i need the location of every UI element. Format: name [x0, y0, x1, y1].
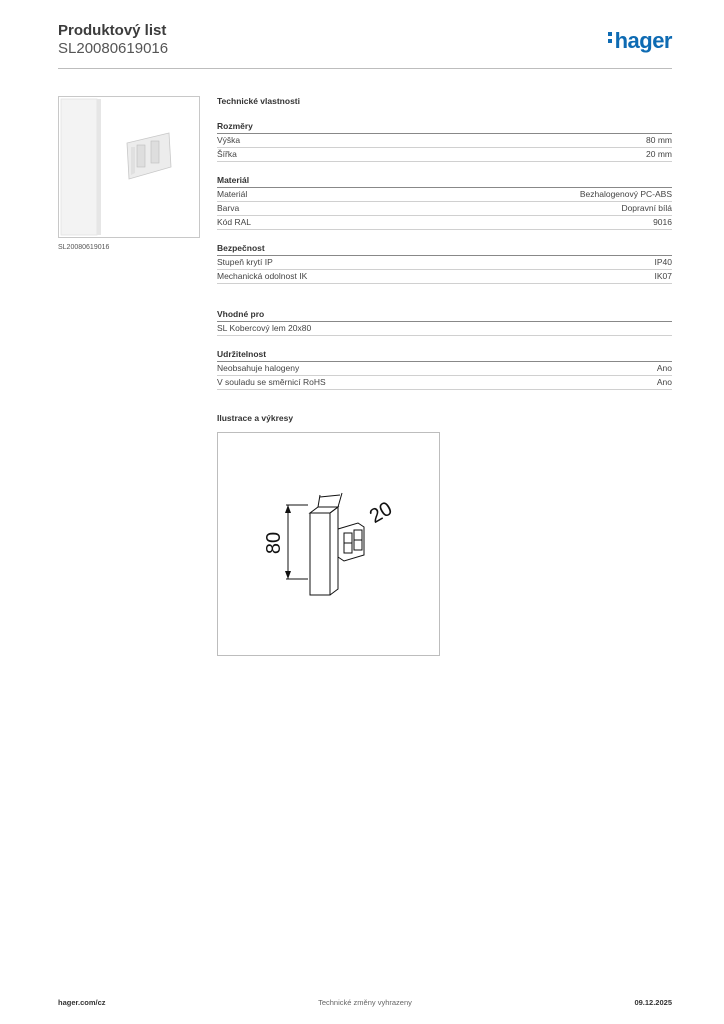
- product-photo: [58, 96, 200, 238]
- spec-label: Šířka: [217, 149, 237, 159]
- spec-row: [217, 322, 672, 336]
- spec-label: Mechanická odolnost IK: [217, 271, 308, 281]
- spec-value: 20 mm: [646, 149, 672, 159]
- logo-dots-icon: [608, 29, 613, 46]
- spec-label: Materiál: [217, 189, 248, 199]
- spec-value: IK07: [654, 271, 672, 281]
- spec-label: Kód RAL: [217, 217, 252, 227]
- spec-label: V souladu se směrnicí RoHS: [217, 377, 326, 387]
- spec-label: SL Kobercový lem 20x80: [217, 323, 312, 333]
- section-title: Udržitelnost: [217, 348, 672, 362]
- spec-row: [217, 148, 672, 162]
- spec-row: [217, 362, 672, 376]
- dimension-height-label: 80: [263, 531, 285, 555]
- section-material: [217, 174, 672, 230]
- technical-drawing: [217, 432, 440, 656]
- spec-value: Bezhalogenový PC-ABS: [579, 189, 672, 199]
- spec-row: [217, 202, 672, 216]
- section-dimensions: [217, 120, 672, 162]
- header-divider: [58, 68, 672, 69]
- section-title: Rozměry: [217, 120, 672, 134]
- illustrations-title: Ilustrace a výkresy: [217, 413, 294, 423]
- spec-value: 80 mm: [646, 135, 672, 145]
- specs-title: Technické vlastnosti: [217, 96, 300, 106]
- footer-date: 09.12.2025: [634, 998, 672, 1007]
- dimension-width-label: 20: [365, 497, 397, 528]
- technical-specs: [217, 96, 672, 390]
- spec-row: [217, 134, 672, 148]
- spec-label: Stupeň krytí IP: [217, 257, 273, 267]
- section-safety: [217, 242, 672, 284]
- spec-row: [217, 270, 672, 284]
- section-title: Vhodné pro: [217, 308, 672, 322]
- spec-row: [217, 256, 672, 270]
- section-title: Bezpečnost: [217, 242, 672, 256]
- hager-logo: [608, 28, 672, 54]
- footer-website-link[interactable]: hager.com/cz: [58, 998, 106, 1007]
- spec-label: Výška: [217, 135, 241, 145]
- product-code: SL20080619016: [58, 40, 169, 57]
- technical-drawing-image: [218, 433, 439, 655]
- spec-row: [217, 376, 672, 390]
- spec-row: [217, 216, 672, 230]
- spec-row: [217, 188, 672, 202]
- footer-disclaimer: Technické změny vyhrazeny: [318, 998, 412, 1007]
- section-sustainability: [217, 348, 672, 390]
- photo-caption: SL20080619016: [58, 244, 110, 251]
- section-suitable-for: [217, 308, 672, 336]
- logo-text: hager: [614, 28, 672, 53]
- product-photo-image: [59, 97, 199, 237]
- spec-value: 9016: [653, 217, 672, 227]
- spec-label: Barva: [217, 203, 240, 213]
- page-header: [58, 22, 672, 58]
- spec-label: Neobsahuje halogeny: [217, 363, 300, 373]
- spec-value: IP40: [654, 257, 672, 267]
- page-title: Produktový list: [58, 22, 167, 39]
- section-title: Materiál: [217, 174, 672, 188]
- spec-value: Ano: [656, 363, 672, 373]
- spec-value: Ano: [656, 377, 672, 387]
- spec-value: Dopravní bílá: [621, 203, 672, 213]
